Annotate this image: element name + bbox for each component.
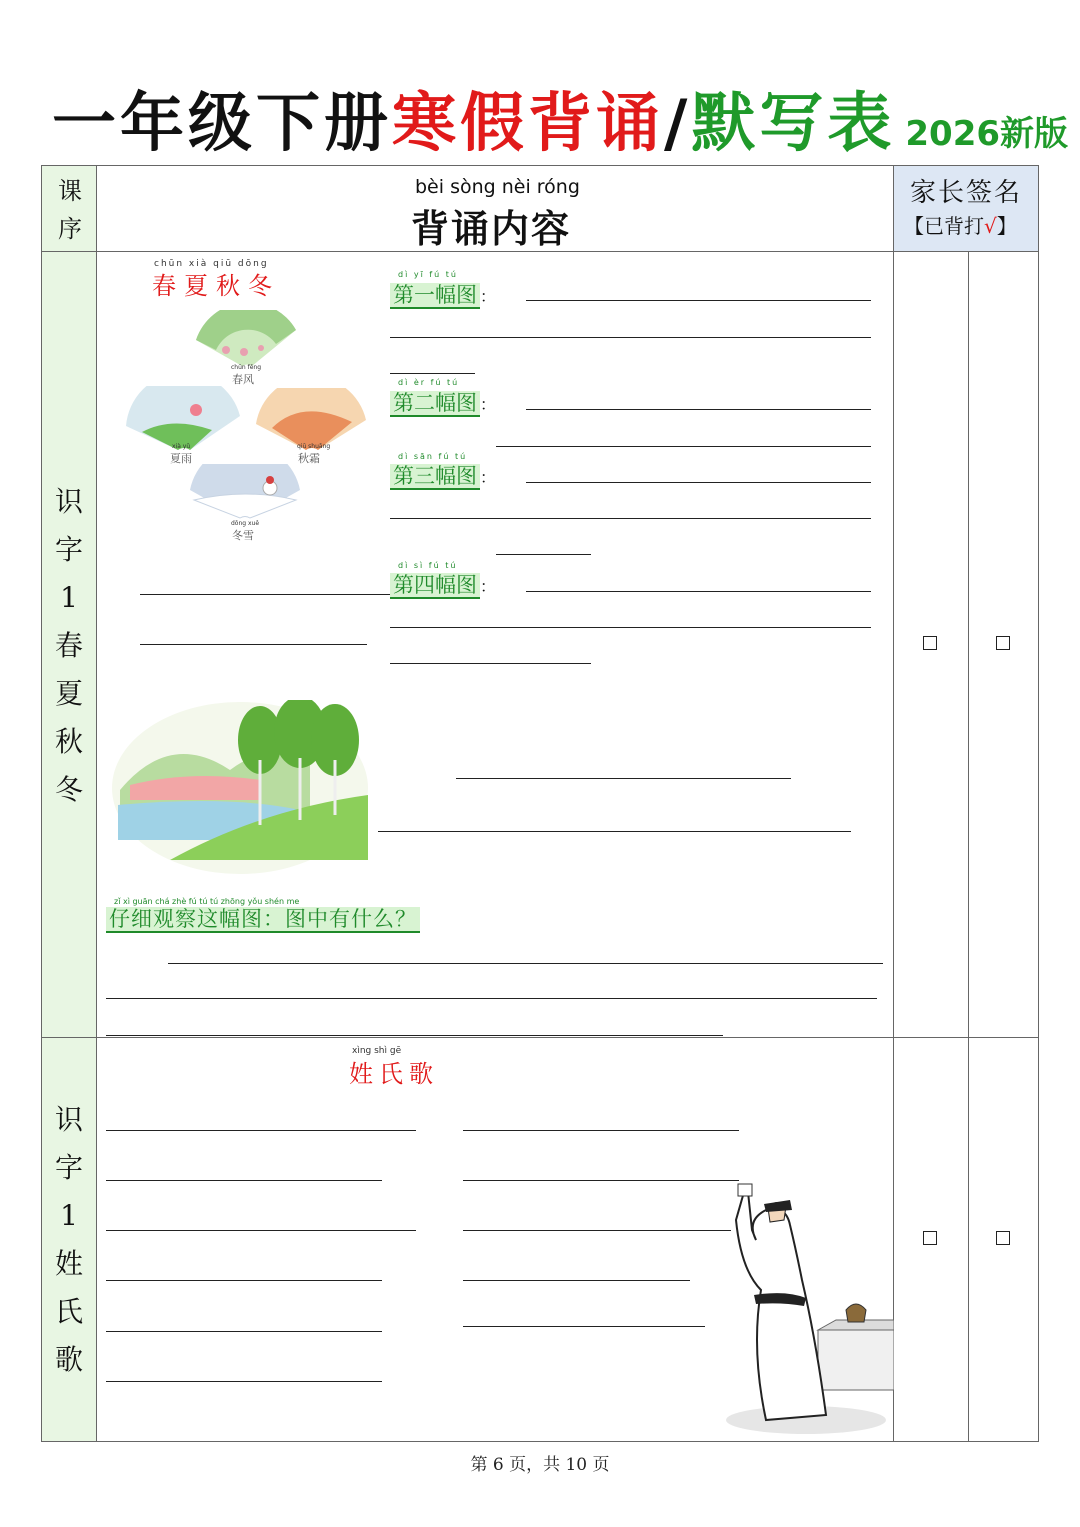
answer-line[interactable] <box>168 963 883 964</box>
prompt2-pinyin: dì èr fú tú <box>398 378 460 387</box>
prompt4 <box>390 569 496 599</box>
answer-line[interactable] <box>140 644 367 645</box>
prompt2-colon: ： <box>480 395 497 414</box>
fan-winter-caption: 冬雪 <box>232 529 254 542</box>
header-lesson-label: 课序 <box>58 177 82 243</box>
lesson1-checkbox-2[interactable] <box>996 636 1010 650</box>
answer-line[interactable] <box>106 998 877 999</box>
answer-line[interactable] <box>526 482 871 483</box>
answer-line[interactable] <box>106 1035 723 1036</box>
question-text: 仔细观察这幅图：图中有什么？ <box>106 907 420 933</box>
fan-autumn-caption: 秋霜 <box>298 452 320 465</box>
lesson1-checkbox-1[interactable] <box>923 636 937 650</box>
answer-line[interactable] <box>463 1326 705 1327</box>
header-content-title: 背诵内容 <box>411 206 572 251</box>
check-mark-icon: √ <box>984 214 997 238</box>
header-content-pinyin: bèi sòng nèi róng <box>415 176 580 198</box>
fan-winter-pinyin: dōng xuě <box>231 520 260 527</box>
lesson2-title-pinyin: xìng shì gē <box>352 1046 402 1056</box>
lesson1-title: 春夏秋冬 <box>152 272 280 300</box>
title-slash: / <box>664 86 692 161</box>
prompt2 <box>390 387 496 417</box>
prompt1-pinyin: dì yī fú tú <box>398 270 458 279</box>
prompt2-label: 第二幅图 <box>390 391 480 417</box>
answer-line[interactable] <box>106 1280 382 1281</box>
prompt4-colon: ： <box>480 577 497 596</box>
answer-line[interactable] <box>106 1331 382 1332</box>
answer-line[interactable] <box>106 1130 416 1131</box>
answer-line[interactable] <box>526 409 871 410</box>
prompt4-pinyin: dì sì fú tú <box>398 561 458 570</box>
prompt3-pinyin: dì sān fú tú <box>398 452 468 461</box>
fan-spring-pinyin: chūn fēng <box>231 364 262 371</box>
answer-line[interactable] <box>463 1180 739 1181</box>
lesson1-title-pinyin: chūn xià qiū dōng <box>154 259 269 269</box>
landscape-illustration <box>110 700 370 875</box>
answer-line[interactable] <box>106 1381 382 1382</box>
question-pinyin: zǐ xì guān chá zhè fú tú tú zhōng yǒu shén me <box>114 897 300 906</box>
answer-line[interactable] <box>456 778 791 779</box>
header-sign-note <box>904 210 1017 239</box>
answer-line[interactable] <box>140 594 390 595</box>
answer-line[interactable] <box>496 554 591 555</box>
sign-note-right: 】 <box>996 214 1017 238</box>
fan-autumn-pinyin: qiū shuāng <box>297 443 331 450</box>
answer-line[interactable] <box>463 1280 690 1281</box>
answer-line[interactable] <box>526 300 871 301</box>
title-part3: 默写表 <box>691 86 896 161</box>
page-footer: 第 6 页，共 10 页 <box>470 1455 610 1475</box>
fan-winter-illustration <box>186 464 304 520</box>
title-part1: 一年级下册 <box>52 86 392 161</box>
prompt3-label: 第三幅图 <box>390 464 480 490</box>
fan-spring-caption: 春风 <box>232 373 254 386</box>
title-edition: 2026新版 <box>905 114 1069 154</box>
answer-line[interactable] <box>390 518 871 519</box>
fan-summer-pinyin: xià yǔ <box>172 443 191 450</box>
question <box>106 903 420 933</box>
answer-line[interactable] <box>463 1230 731 1231</box>
fan-summer-caption: 夏雨 <box>170 452 192 465</box>
answer-line[interactable] <box>390 373 475 374</box>
answer-line[interactable] <box>526 591 871 592</box>
prompt4-label: 第四幅图 <box>390 573 480 599</box>
answer-line[interactable] <box>378 831 851 832</box>
lesson2-checkbox-1[interactable] <box>923 1231 937 1245</box>
lesson1-label: 识字1春夏秋冬 <box>54 485 83 806</box>
answer-line[interactable] <box>496 446 871 447</box>
sign-note-left: 【已背打 <box>904 214 984 238</box>
prompt3-colon: ： <box>480 468 497 487</box>
prompt1 <box>390 279 496 309</box>
answer-line[interactable] <box>390 627 871 628</box>
prompt1-label: 第一幅图 <box>390 283 480 309</box>
fan-spring-illustration <box>186 310 306 368</box>
prompt1-colon: ： <box>480 287 497 306</box>
header-sign-title: 家长签名 <box>910 178 1023 208</box>
header-sign-cell <box>893 165 1039 252</box>
page-title <box>52 72 1068 164</box>
header-content-cell <box>96 165 894 252</box>
lesson2-label: 识字1姓氏歌 <box>54 1103 83 1376</box>
lesson2-checkbox-2[interactable] <box>996 1231 1010 1245</box>
answer-line[interactable] <box>463 1130 739 1131</box>
lesson1-label-cell <box>41 251 97 1038</box>
answer-line[interactable] <box>106 1180 382 1181</box>
header-lesson-cell <box>41 165 97 252</box>
answer-line[interactable] <box>390 663 591 664</box>
prompt3 <box>390 460 496 490</box>
title-part2: 寒假背诵 <box>392 86 664 161</box>
answer-line[interactable] <box>106 1230 416 1231</box>
answer-line[interactable] <box>390 337 871 338</box>
lesson2-title: 姓氏歌 <box>349 1060 439 1088</box>
lesson2-label-cell <box>41 1037 97 1442</box>
scholar-illustration <box>706 1180 894 1440</box>
